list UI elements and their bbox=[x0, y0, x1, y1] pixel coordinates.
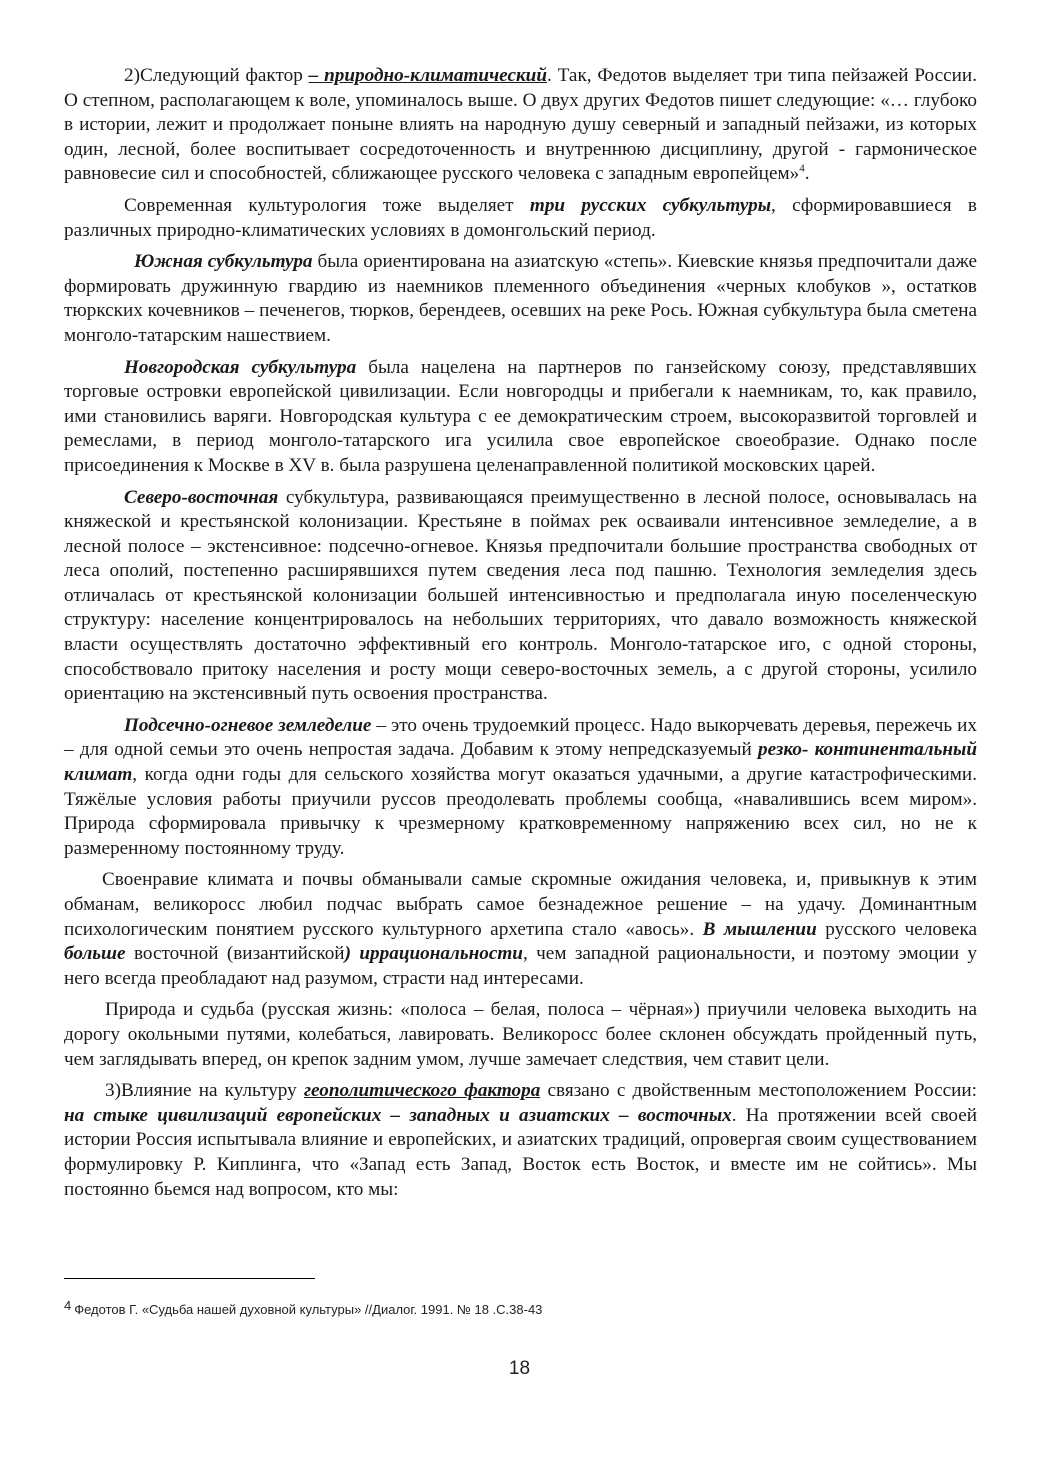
text: Своенравие климата и почвы обманывали самые скромные ожидания человека, и, привыкнув к этим обманам, великоросс любил подчас выбрать самое безнадежное решение – на удачу. Доминантным психологическим понятием русского культурного архетипа стало «авось». bbox=[64, 869, 977, 940]
text: восточной (византийской bbox=[125, 943, 345, 965]
emphasis-term: В мышлении bbox=[702, 918, 817, 940]
paragraph-geopolitical-factor bbox=[64, 1079, 977, 1202]
text: . На протяжении всей своей истории Россия испытывала влияние и европейских, и азиатских традиций, опровергая своим существованием формулировку Р. Киплинга, что «Запад есть Запад, Восток есть Восток, и вместе им не сойтись». Мы постоянно бьемся над вопросом, кто мы: bbox=[64, 1104, 977, 1200]
text: была ориентирована на азиатскую «степь». Киевские князья предпочитали даже формировать дружинную гвардию из наемников племенного объединения «черных клобуков », остатков тюркских кочевников – печенегов, тюрков, берендеев, осевших на реке Рось. Южная субкультура была сметена монголо-татарским нашествием. bbox=[64, 251, 977, 346]
text: , когда одни годы для сельского хозяйства могут оказаться удачными, а другие катастрофическими. Тяжёлые условия работы приучили руссов преодолевать проблемы сообща, «навалившись всем миром». Природа сформировала привычку к чрезмерному кратковременному напряжению всех сил, но не к размеренному постоянному труду. bbox=[64, 764, 977, 859]
footnote-text: Федотов Г. «Судьба нашей духовной культуры» //Диалог. 1991. № 18 .С.38-43 bbox=[74, 1302, 543, 1317]
text: , сформировавшиеся в различных природно-климатических условиях в домонгольский период. bbox=[64, 194, 977, 241]
text: , чем западной рациональности, и поэтому эмоции у него всегда преобладают над разумом, страсти над интересами. bbox=[64, 943, 978, 989]
paragraph-nature-and-fate bbox=[64, 998, 977, 1072]
body-text bbox=[64, 64, 977, 1202]
emphasis-term: геополитического фактора bbox=[303, 1080, 541, 1102]
footnote-mark: 4 bbox=[64, 1298, 72, 1313]
paragraph-slash-and-burn bbox=[64, 714, 977, 862]
emphasis-term: Новгородская субкультура bbox=[124, 356, 357, 378]
footnote-reference[interactable]: 4 bbox=[799, 162, 805, 175]
text: 3)Влияние на культуру bbox=[105, 1080, 304, 1102]
emphasis-term: – природно-климатический bbox=[308, 65, 548, 86]
page-number: 18 bbox=[508, 1358, 531, 1379]
text: 2)Следующий фактор bbox=[124, 65, 309, 86]
text: связано с двойственным местоположением России: bbox=[540, 1080, 977, 1102]
emphasis-term: на стыке цивилизаций европейских – западных и азиатских – восточных bbox=[64, 1104, 732, 1126]
emphasis-term: Подсечно-огневое земледелие bbox=[124, 714, 372, 736]
text: русского человека bbox=[816, 918, 977, 940]
paragraph-northeast-subculture bbox=[64, 486, 977, 707]
text: . bbox=[804, 163, 810, 185]
emphasis-term: Северо-восточная bbox=[124, 486, 279, 508]
paragraph-southern-subculture bbox=[64, 250, 977, 348]
text: . Так, Федотов выделяет три типа пейзажей России. О степном, располагающем к воле, упоминалось выше. О двух других Федотов пишет следующие: «… глубоко в истории, лежит и продолжает поныне влиять на народную душу северный и западный пейзажи, из которых один, лесной, более воспитывает сосредоточенность и внутреннюю дисциплину, другой - гармоническое равновесие сил и способностей, сближающее русского человека с западным европейцем» bbox=[64, 65, 977, 185]
text: была нацелена на партнеров по ганзейскому союзу, представлявших торговые островки европейской цивилизации. Если новгородцы и прибегали к наемникам, то, как правило, ими становились варяги. Новгородская культура с ее демократическим строем, высокоразвитой торговлей и ремеслами, в период монголо-татарского ига усилила свое европейское своеобразие. Однако после присоединения к Москве в XV в. была разрушена целенаправленной политикой московских царей. bbox=[64, 356, 977, 476]
paragraph-natural-climatic-factor bbox=[64, 64, 977, 187]
text: – это очень трудоемкий процесс. Надо выкорчевать деревья, пережечь их – для одной семьи это очень непростая задача. Добавим к этому непредсказуемый bbox=[64, 714, 977, 761]
footnote-separator bbox=[64, 1278, 315, 1279]
footnote bbox=[64, 1297, 542, 1318]
emphasis-term: больше bbox=[64, 943, 126, 965]
emphasis-term: Южная субкультура bbox=[134, 251, 313, 273]
emphasis-term: ) иррациональности bbox=[344, 943, 523, 965]
paragraph-novgorod-subculture bbox=[64, 356, 977, 479]
emphasis-term: резко- континентальный климат bbox=[64, 739, 977, 786]
text: субкультура, развивающаяся преимущественно в лесной полосе, основывалась на княжеской и крестьянской колонизации. Крестьяне в поймах рек осваивали интенсивное земледелие, а в лесной полосе – экстенсивное: подсечно-огневое. Князья предпочитали большие пространства свободных от леса ополий, постепенно расширявшихся путем сведения леса под пашню. Технология земледелия здесь отличалась от крестьянской колонизации большей интенсивностью и предполагала иную поселенческую структуру: население концентрировалось на небольших территориях, что давало возможность княжеской власти осуществлять достаточно эффективный его контроль. Монголо-татарское иго, с одной стороны, способствовало притоку населения и росту мощи северо-восточных земель, а с другой стороны, усилило ориентацию на экстенсивный путь освоения пространства. bbox=[64, 486, 977, 705]
text: Современная культурология тоже выделяет bbox=[124, 194, 530, 216]
emphasis-term: три русских субкультуры bbox=[529, 194, 772, 216]
paragraph-three-subcultures bbox=[64, 194, 977, 243]
paragraph-climate-caprice bbox=[64, 868, 977, 991]
text: Природа и судьба (русская жизнь: «полоса – белая, полоса – чёрная») приучили человека выходить на дорогу окольными путями, колебаться, лавировать. Великоросс более склонен обсуждать пройденный путь, чем заглядывать вперед, он крепок задним умом, лучше замечает следствия, чем ставит цели. bbox=[64, 999, 977, 1070]
